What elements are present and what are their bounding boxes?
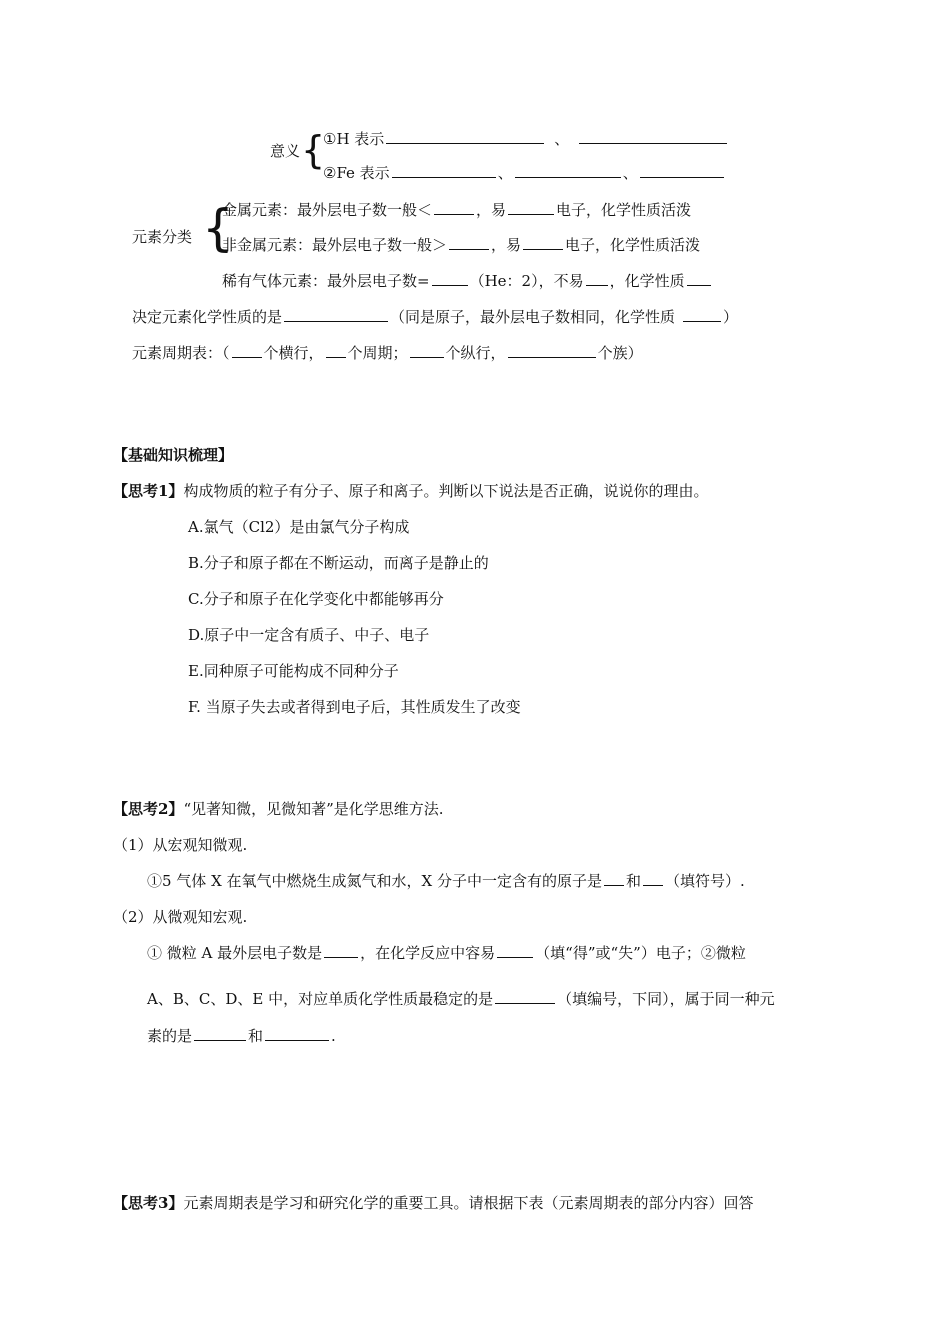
think1-option: F. 当原子失去或者得到电子后，其性质发生了改变 xyxy=(188,698,521,716)
meaning-brace-icon: { xyxy=(301,128,326,172)
decide-close: ） xyxy=(723,308,739,326)
text: ① 微粒 A 最外层电子数是 xyxy=(147,944,323,962)
think1-option: C.分子和原子在化学变化中都能够再分 xyxy=(188,590,444,608)
blank xyxy=(683,307,721,322)
table-d: 个族） xyxy=(597,344,643,362)
blank xyxy=(410,343,444,358)
blank xyxy=(495,989,555,1004)
blank xyxy=(687,271,711,286)
decide-paren: （同是原子，最外层电子数相同，化学性质 xyxy=(390,308,676,326)
text: ，在化学反应中容易 xyxy=(360,944,496,962)
blank xyxy=(643,871,663,886)
classify-label: 元素分类 xyxy=(132,228,193,246)
meaning-label: 意义 xyxy=(270,142,301,160)
blank xyxy=(604,871,624,886)
blank xyxy=(392,163,496,178)
meaning-h-label: ①H 表示 xyxy=(323,130,385,148)
think1-tag: 【思考1】 xyxy=(113,482,184,500)
blank xyxy=(194,1026,246,1041)
blank xyxy=(265,1026,329,1041)
blank xyxy=(232,343,262,358)
metal-yi: ，易 xyxy=(476,201,507,219)
think3-question xyxy=(113,1193,753,1213)
think1-text: 构成物质的粒子有分子、原子和离子。判断以下说法是否正确，说说你的理由。 xyxy=(183,482,709,500)
blank xyxy=(586,271,608,286)
text: （填“得”或“失”）电子；②微粒 xyxy=(535,944,746,962)
sep: 、 xyxy=(554,130,570,148)
think1-option: E.同种原子可能构成不同种分子 xyxy=(188,662,399,680)
table-a: 个横行， xyxy=(263,344,324,362)
blank xyxy=(579,129,727,144)
table-text: 元素周期表：（ xyxy=(132,344,230,362)
classify-brace-icon: { xyxy=(202,199,234,257)
think3-text: 元素周期表是学习和研究化学的重要工具。请根据下表（元素周期表的部分内容）回答 xyxy=(183,1194,754,1212)
classify-metal-line xyxy=(222,200,691,220)
blank xyxy=(449,235,489,250)
meaning-fe-line xyxy=(323,163,726,183)
section-title: 【基础知识梳理】 xyxy=(113,446,234,464)
nonmetal-yi: ，易 xyxy=(491,236,522,254)
think1-option: A.氯气（Cl2）是由氯气分子构成 xyxy=(188,518,410,536)
think2-text: “见著知微，见微知著”是化学思维方法. xyxy=(183,800,444,818)
noble-he: （He：2），不易 xyxy=(469,272,584,290)
classify-nonmetal-line xyxy=(222,235,700,255)
think2-part2: （2）从微观知宏观. xyxy=(113,908,248,926)
think2-question xyxy=(113,799,444,819)
nonmetal-end: 电子，化学性质活泼 xyxy=(565,236,701,254)
decide-line xyxy=(132,307,738,327)
blank xyxy=(523,235,563,250)
think1-option: D.原子中一定含有质子、中子、电子 xyxy=(188,626,430,644)
blank xyxy=(324,943,358,958)
think2-tag: 【思考2】 xyxy=(113,800,184,818)
text: 素的是 xyxy=(147,1027,193,1045)
periodic-table-line xyxy=(132,343,643,363)
think2-part2-q1 xyxy=(147,943,746,963)
metal-text: 金属元素：最外层电子数一般＜ xyxy=(222,201,433,219)
blank xyxy=(508,200,554,215)
table-b: 个周期； xyxy=(347,344,408,362)
text: （填编号，下同），属于同一种元 xyxy=(557,990,775,1008)
blank xyxy=(508,343,596,358)
meaning-h-line xyxy=(323,129,729,149)
text: （填符号）. xyxy=(665,872,745,890)
sep: 、 xyxy=(497,164,513,182)
think2-part2-q3 xyxy=(147,1026,336,1046)
text: A、B、C、D、E 中，对应单质化学性质最稳定的是 xyxy=(147,990,494,1008)
noble-text: 稀有气体元素：最外层电子数= xyxy=(222,272,430,290)
blank xyxy=(386,129,544,144)
noble-end: ，化学性质 xyxy=(609,272,685,290)
classify-noble-line xyxy=(222,271,713,291)
think2-part1-q xyxy=(147,871,745,891)
think1-option: B.分子和原子都在不断运动，而离子是静止的 xyxy=(188,554,489,572)
blank xyxy=(515,163,621,178)
text: 和 xyxy=(625,872,641,890)
think2-part2-q2 xyxy=(147,989,775,1009)
nonmetal-text: 非金属元素：最外层电子数一般＞ xyxy=(222,236,448,254)
think3-tag: 【思考3】 xyxy=(113,1194,184,1212)
meaning-fe-label: ②Fe 表示 xyxy=(323,164,390,182)
text: 和 xyxy=(248,1027,264,1045)
text: ①5 气体 X 在氧气中燃烧生成氮气和水，X 分子中一定含有的原子是 xyxy=(147,872,602,890)
metal-end: 电子，化学性质活泼 xyxy=(556,201,692,219)
think1-question xyxy=(113,481,708,501)
table-c: 个纵行， xyxy=(445,344,506,362)
blank xyxy=(326,343,346,358)
decide-text: 决定元素化学性质的是 xyxy=(132,308,283,326)
text: . xyxy=(331,1027,336,1045)
think2-part1: （1）从宏观知微观. xyxy=(113,836,248,854)
blank xyxy=(284,307,388,322)
blank xyxy=(640,163,724,178)
blank xyxy=(432,271,468,286)
sep: 、 xyxy=(622,164,638,182)
blank xyxy=(497,943,533,958)
blank xyxy=(434,200,474,215)
